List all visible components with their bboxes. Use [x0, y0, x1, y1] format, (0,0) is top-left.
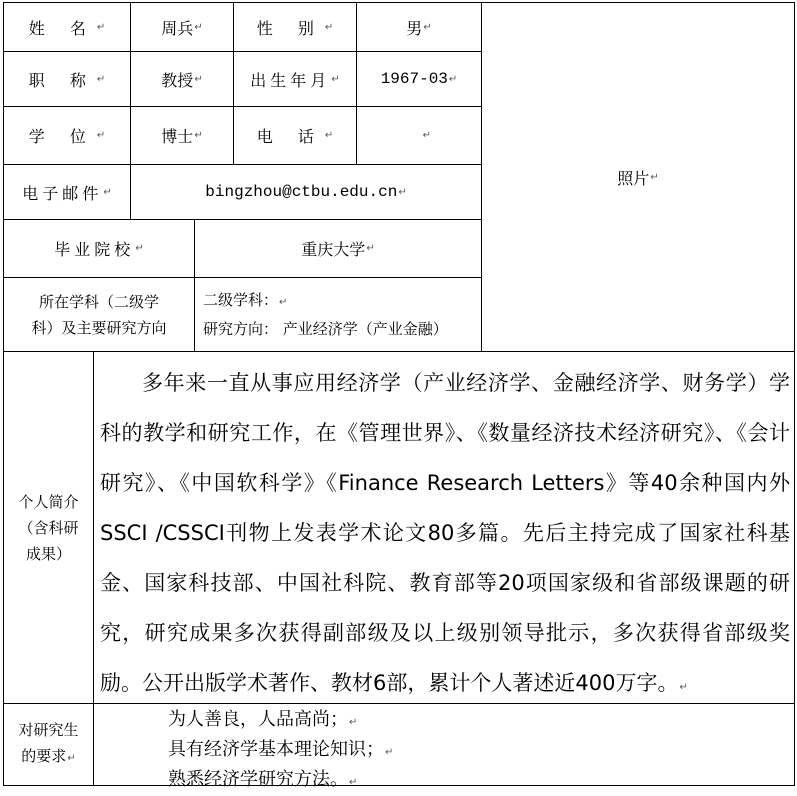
birth-value-cell: 1967-03 ↵ [380, 70, 458, 88]
school-label-cell: 毕业院校 ↵ [4, 220, 194, 277]
discipline-label-line2: 科）及主要研究方向 [31, 318, 167, 337]
gender-label-cell: 性 别 ↵ [234, 3, 356, 51]
degree-value-cell: 博士 ↵ [131, 107, 233, 164]
email-label-cell: 电子邮件 ↵ [4, 165, 130, 219]
requirement-item: 具有经济学基本理论知识； [168, 739, 384, 760]
phone-value-cell: ↵ [422, 130, 431, 141]
discipline-label-cell [4, 278, 194, 351]
school-value: 重庆大学 [301, 240, 366, 259]
name-value-cell: 周兵 ↵ [131, 3, 233, 51]
discipline-line2: 研究方向： 产业经济学（产业金融） [203, 320, 448, 338]
discipline-line1: 二级学科： [203, 291, 279, 309]
degree-label: 学 位 [28, 127, 96, 146]
requirement-item: 为人善良，人品高尚； [168, 709, 348, 730]
bio-label-line1: 个人简介 [18, 492, 79, 511]
name-label: 姓 名 [28, 18, 96, 38]
email-label: 电子邮件 [22, 183, 103, 203]
title-label-cell: 职 称 ↵ [4, 52, 130, 106]
birth-label-cell: 出生年月 ↵ [234, 52, 356, 106]
degree-label-cell: 学 位 ↵ [4, 107, 130, 164]
school-value-cell: 重庆大学 ↵ [195, 220, 481, 277]
requirements-list: 为人善良，人品高尚；↵ 具有经济学基本理论知识；↵ 熟悉经济学研究方法。↵ [168, 709, 394, 790]
title-value-cell: 教授 ↵ [131, 52, 233, 106]
gender-value: 男 [406, 18, 423, 38]
email-value-cell: bingzhou@ctbu.edu.cn ↵ [205, 183, 407, 201]
bio-text-block: 多年来一直从事应用经济学（产业经济学、金融经济学、财务学）学科的教学和研究工作，在《管理世界》、《数量经济技术经济研究》、《会计研究》、《中国软科学》《Finance Research Letters》等40余种国内外SSCI /CSSCI刊物上发表学术论文80多篇。先后主持完成了国家社科基金、国家科技部、中国社科院、教育部等20项国家级和省部级课题的研究，研究成果多次获得副部级及以上级别领导批示，多次获得省部级奖励。公开出版学术著作、教材6部，累计个人著述近400万字。↵ [100, 371, 790, 695]
requirements-label-cell: 对研究生 的要求↵ [4, 704, 93, 785]
gender-value-cell: 男 ↵ [357, 3, 481, 51]
bio-label-line3: 成果） [25, 544, 71, 563]
birth-label: 出生年月 [250, 70, 331, 90]
gender-label: 性 别 [256, 18, 324, 38]
birth-value: 1967-03 [380, 70, 448, 88]
photo-cell: 照片 ↵ [482, 3, 794, 351]
phone-label: 电 话 [256, 127, 324, 146]
school-label: 毕业院校 [54, 240, 135, 259]
discipline-label-line1: 所在学科（二级学 [38, 292, 159, 311]
photo-label: 照片 [617, 168, 650, 188]
bio-label-line2: （含科研 [18, 518, 79, 537]
requirement-item: 熟悉经济学研究方法。 [168, 769, 348, 790]
name-label-cell: 姓 名 ↵ [4, 3, 130, 51]
requirements-label-line2: 的要求 [21, 747, 67, 765]
name-value: 周兵 [161, 18, 194, 38]
bio-text: 多年来一直从事应用经济学（产业经济学、金融经济学、财务学）学科的教学和研究工作，在《管理世界》、《数量经济技术经济研究》、《会计研究》、《中国软科学》《Finance Research Letters》等40余种国内外SSCI /CSSCI刊物上发表学术论文80多篇。先后主持完成了国家社科基金、国家科技部、中国社科院、教育部等20项国家级和省部级课题的研究，研究成果多次获得副部级及以上级别领导批示，多次获得省部级奖励。公开出版学术著作、教材6部，累计个人著述近400万字。 [100, 371, 790, 695]
discipline-value-cell: 二级学科：↵ 研究方向： 产业经济学（产业金融） [203, 291, 448, 338]
title-label: 职 称 [28, 70, 96, 90]
title-value: 教授 [161, 70, 194, 90]
degree-value: 博士 [161, 127, 194, 146]
phone-label-cell: 电 话 ↵ [234, 107, 356, 164]
email-value: bingzhou@ctbu.edu.cn [205, 183, 398, 201]
requirements-label-line1: 对研究生 [18, 721, 79, 739]
bio-label-cell [4, 352, 93, 703]
